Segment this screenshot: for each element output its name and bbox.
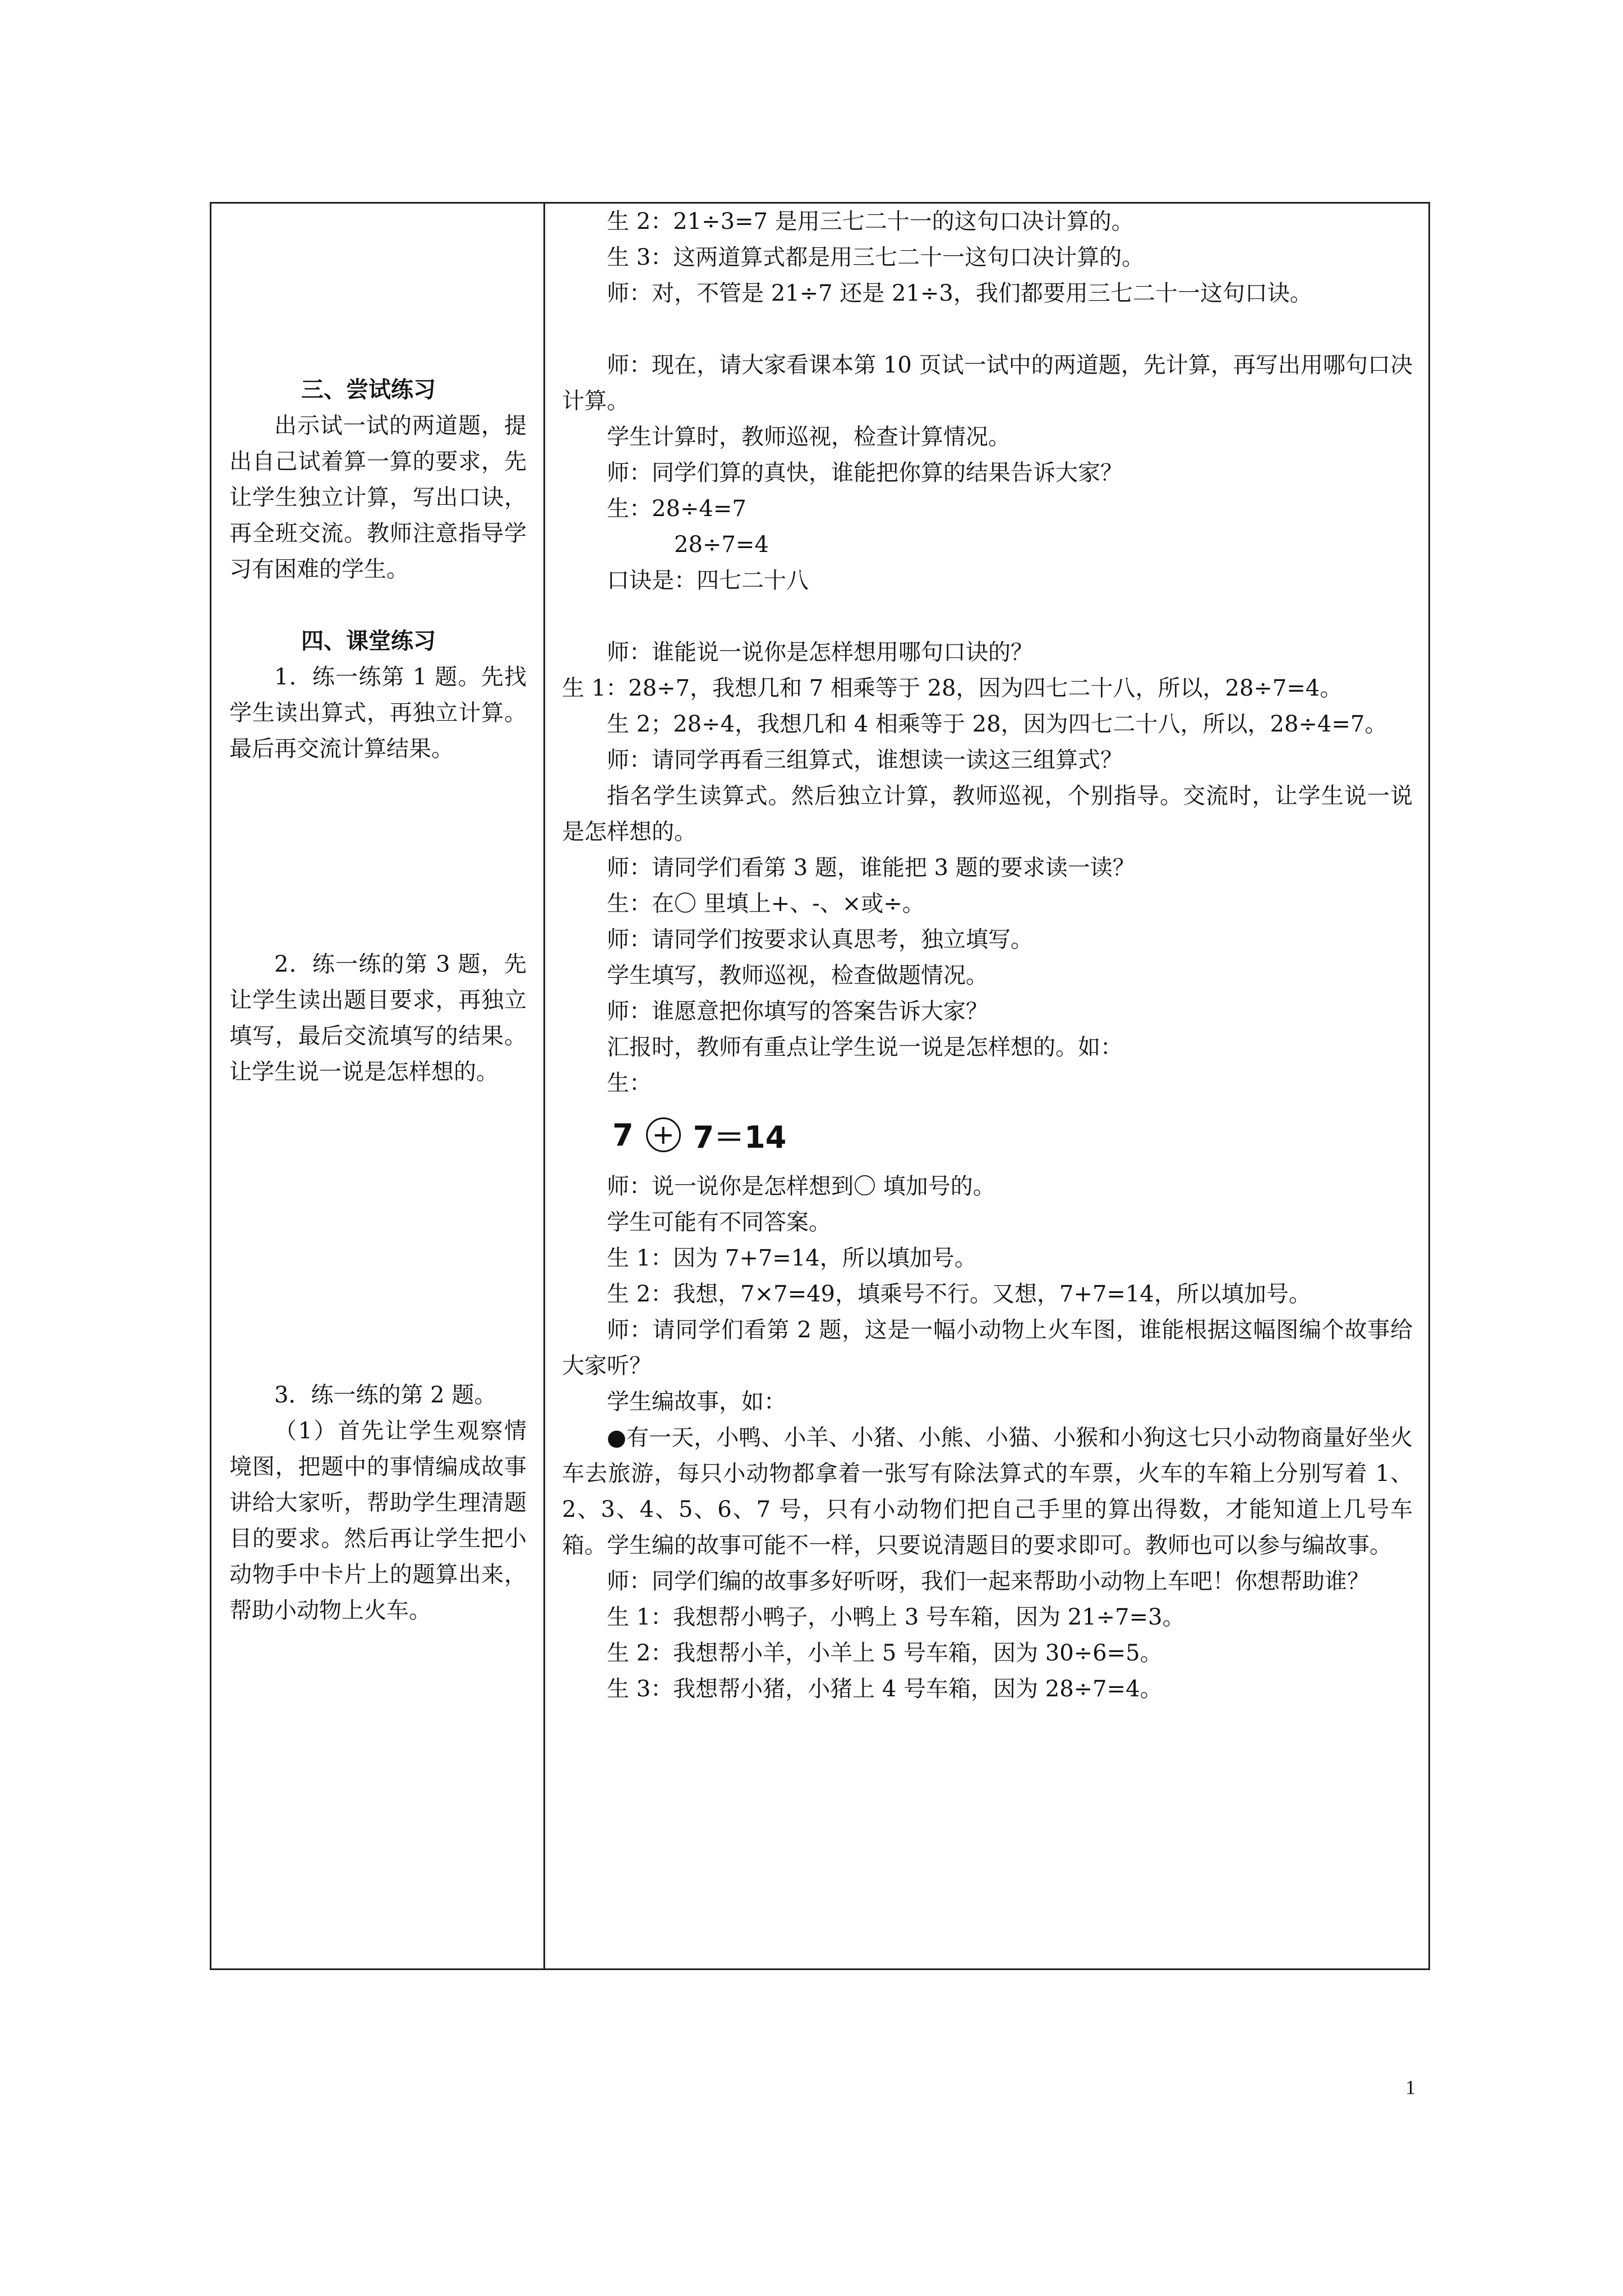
dialog-line: 师：请同学再看三组算式，谁想读一读这三组算式？	[607, 747, 1123, 773]
dialog-line: 师：对，不管是 21÷7 还是 21÷3，我们都要用三七二十一这句口诀。	[607, 280, 1312, 306]
dialog-line: 生：28÷4=7	[607, 496, 746, 522]
lesson-table	[210, 202, 1430, 1970]
section-heading-practice: 四、课堂练习	[301, 628, 436, 654]
dialog-line: 生 1：我想帮小鸭子，小鸭上 3 号车箱，因为 21÷7=3。	[607, 1604, 1185, 1630]
dialog-line: 生 2：我想，7×7=49，填乘号不行。又想，7+7=14，所以填加号。	[607, 1281, 1311, 1307]
dialog-line: 生 2：21÷3=7 是用三七二十一的这句口决计算的。	[607, 209, 1134, 234]
dialog-line: 口诀是：四七二十八	[607, 568, 809, 593]
equation-operand-a: 7	[612, 1117, 634, 1153]
dialog-line: 师：请同学们按要求认真思考，独立填写。	[607, 927, 1033, 953]
exercise-1-note: 1．练一练第 1 题。先找学生读出算式，再独立计算。最后再交流计算结果。	[229, 664, 527, 762]
equation-operator-circle: +	[646, 1117, 681, 1152]
dialog-line: 师：谁愿意把你填写的答案告诉大家？	[607, 999, 988, 1024]
right-column	[545, 204, 1428, 1968]
dialog-line: 生 3：我想帮小猪，小猪上 4 号车箱，因为 28÷7=4。	[607, 1676, 1163, 1702]
story-paragraph: ●有一天，小鸭、小羊、小猪、小熊、小猫、小猴和小狗这七只小动物商量好坐火车去旅游，每只小动物都拿着一张写有除法算式的车票，火车的车箱上分别写着 1、2、3、4、5、6、7 号，只有小动物们把自己手里的算出得数，才能知道上几号车箱。学生编的故事可能不一样，只要说清题目的要求即可。教师也可以参与编故事。	[562, 1425, 1413, 1558]
dialog-line: 28÷7=4	[674, 532, 769, 558]
dialog-line: 生 2：我想帮小羊，小羊上 5 号车箱，因为 30÷6=5。	[607, 1640, 1163, 1666]
dialog-line: 师：请同学们看第 2 题，这是一幅小动物上火车图，谁能根据这幅图编个故事给大家听？	[562, 1317, 1413, 1379]
left-column	[211, 204, 543, 1968]
try-description: 出示试一试的两道题，提出自己试着算一算的要求，先让学生独立计算，写出口诀，再全班交流。教师注意指导学习有困难的学生。	[229, 413, 527, 582]
exercise-2-note: 2．练一练的第 3 题，先让学生读出题目要求，再独立填写，最后交流填写的结果。让学生说一说是怎样想的。	[229, 951, 527, 1085]
dialog-line: 师：请同学们看第 3 题，谁能把 3 题的要求读一读？	[607, 855, 1135, 881]
dialog-line: 生：	[607, 1070, 652, 1096]
dialog-line: 指名学生读算式。然后独立计算，教师巡视，个别指导。交流时，让学生说一说是怎样想的。	[562, 783, 1413, 845]
exercise-3-note: （1）首先让学生观察情境图，把题中的事情编成故事讲给大家听，帮助学生理清题目的要求。然后再让学生把小动物手中卡片上的题算出来，帮助小动物上火车。	[229, 1418, 527, 1623]
dialog-line: 师：说一说你是怎样想到〇 填加号的。	[607, 1174, 995, 1199]
equation-figure	[562, 1101, 1413, 1168]
dialog-line: 师：谁能说一说你是怎样想用哪句口诀的？	[607, 639, 1033, 665]
section-heading-try: 三、尝试练习	[301, 377, 436, 403]
dialog-line: 学生编故事，如：	[607, 1389, 786, 1415]
dialog-line: 学生计算时，教师巡视，检查计算情况。	[607, 424, 1011, 450]
dialog-line: 生：在〇 里填上+、-、×或÷。	[607, 891, 925, 917]
page-number: 1	[1405, 2076, 1415, 2099]
dialog-line: 生 1：28÷7，我想几和 7 相乘等于 28，因为四七二十八，所以，28÷7=4。	[562, 675, 1343, 701]
dialog-line: 师：现在，请大家看课本第 10 页试一试中的两道题，先计算，再写出用哪句口决计算。	[562, 352, 1413, 414]
equation-rest: 7＝14	[693, 1119, 787, 1155]
dialog-line: 学生可能有不同答案。	[607, 1209, 831, 1235]
dialog-line: 师：同学们编的故事多好听呀，我们一起来帮助小动物上车吧！你想帮助谁？	[607, 1568, 1370, 1594]
dialog-line: 生 2；28÷4，我想几和 4 相乘等于 28，因为四七二十八，所以，28÷4=7。	[607, 711, 1387, 737]
exercise-3-title: 3．练一练的第 2 题。	[274, 1382, 497, 1408]
dialog-line: 师：同学们算的真快，谁能把你算的结果告诉大家？	[607, 460, 1123, 486]
dialog-line: 生 1：因为 7+7=14，所以填加号。	[607, 1245, 977, 1271]
dialog-line: 学生填写，教师巡视，检查做题情况。	[607, 963, 988, 988]
dialog-line: 汇报时，教师有重点让学生说一说是怎样想的。如：	[607, 1034, 1123, 1060]
dialog-line: 生 3：这两道算式都是用三七二十一这句口决计算的。	[607, 245, 1145, 270]
